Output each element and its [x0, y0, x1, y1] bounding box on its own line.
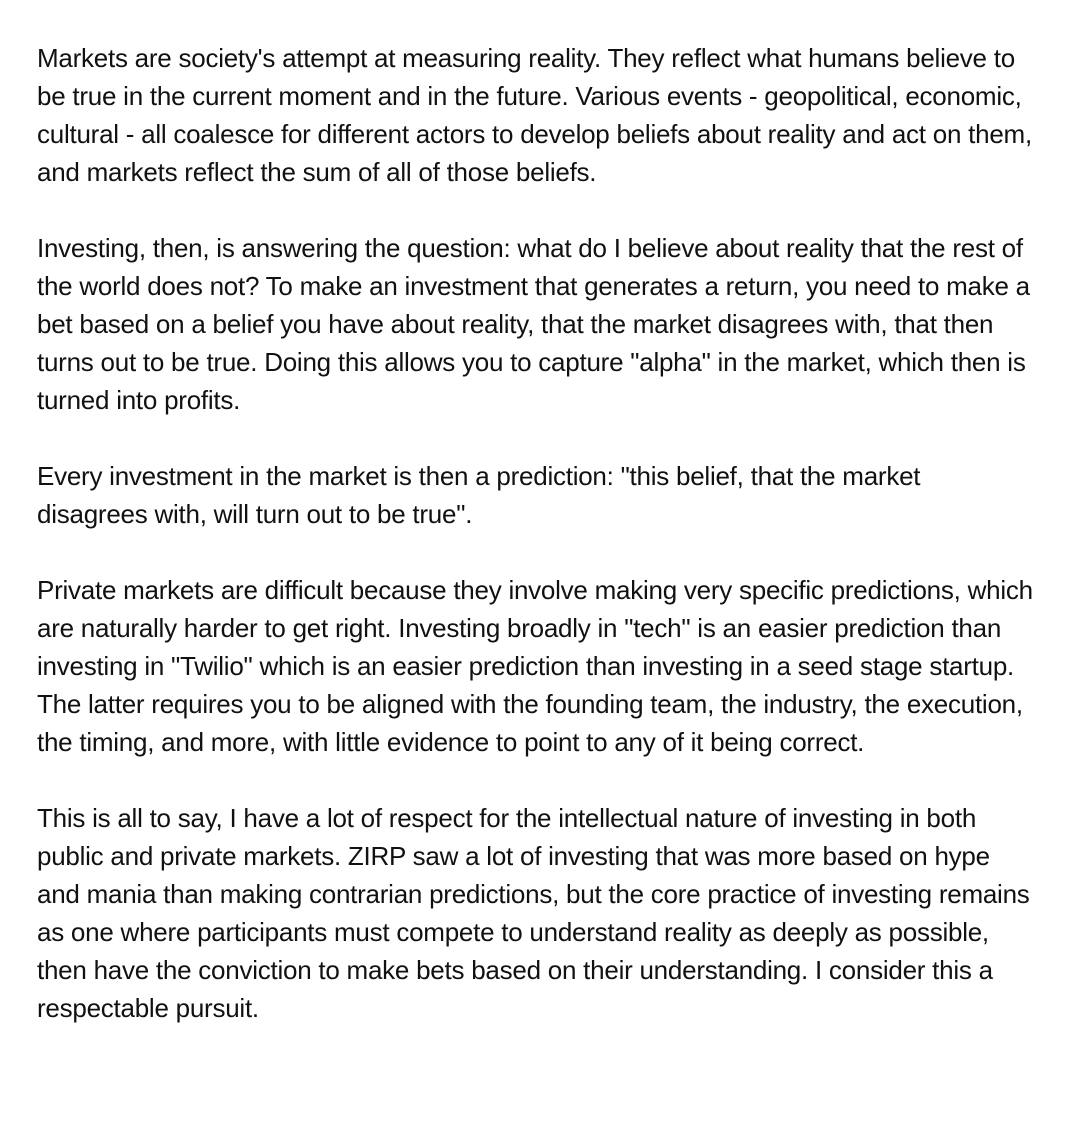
- paragraph-markets-measure-reality: Markets are society's attempt at measuring reality. They reflect what humans believe to be true in the current moment and in the future. Various events - geopolitical, economic, cultural - all coalesce for different actors to develop beliefs about reality and act on them, and markets reflect the sum of all of those beliefs.: [37, 43, 1032, 187]
- article-body: [37, 39, 1037, 1027]
- paragraph-private-markets: Private markets are difficult because they involve making very specific predictions, which are naturally harder to get right. Investing broadly in "tech" is an easier prediction than investing in "Twilio" which is an easier prediction than investing in a seed stage startup. The latter requires you to be aligned with the founding team, the industry, the execution, the timing, and more, with little evidence to point to any of it being correct.: [37, 575, 1033, 757]
- paragraph-investing-question: Investing, then, is answering the question: what do I believe about reality that the rest of the world does not? To make an investment that generates a return, you need to make a bet based on a belief you have about reality, that the market disagrees with, that then turns out to be true. Doing this allows you to capture "alpha" in the market, which then is turned into profits.: [37, 233, 1030, 415]
- paragraph-investment-prediction: Every investment in the market is then a prediction: "this belief, that the market disagrees with, will turn out to be true".: [37, 461, 921, 529]
- paragraph-respect-for-investing: This is all to say, I have a lot of respect for the intellectual nature of investing in both public and private markets. ZIRP saw a lot of investing that was more based on hype and mania than making contrarian predictions, but the core practice of investing remains as one where participants must compete to understand reality as deeply as possible, then have the conviction to make bets based on their understanding. I consider this a respectable pursuit.: [37, 803, 1030, 1023]
